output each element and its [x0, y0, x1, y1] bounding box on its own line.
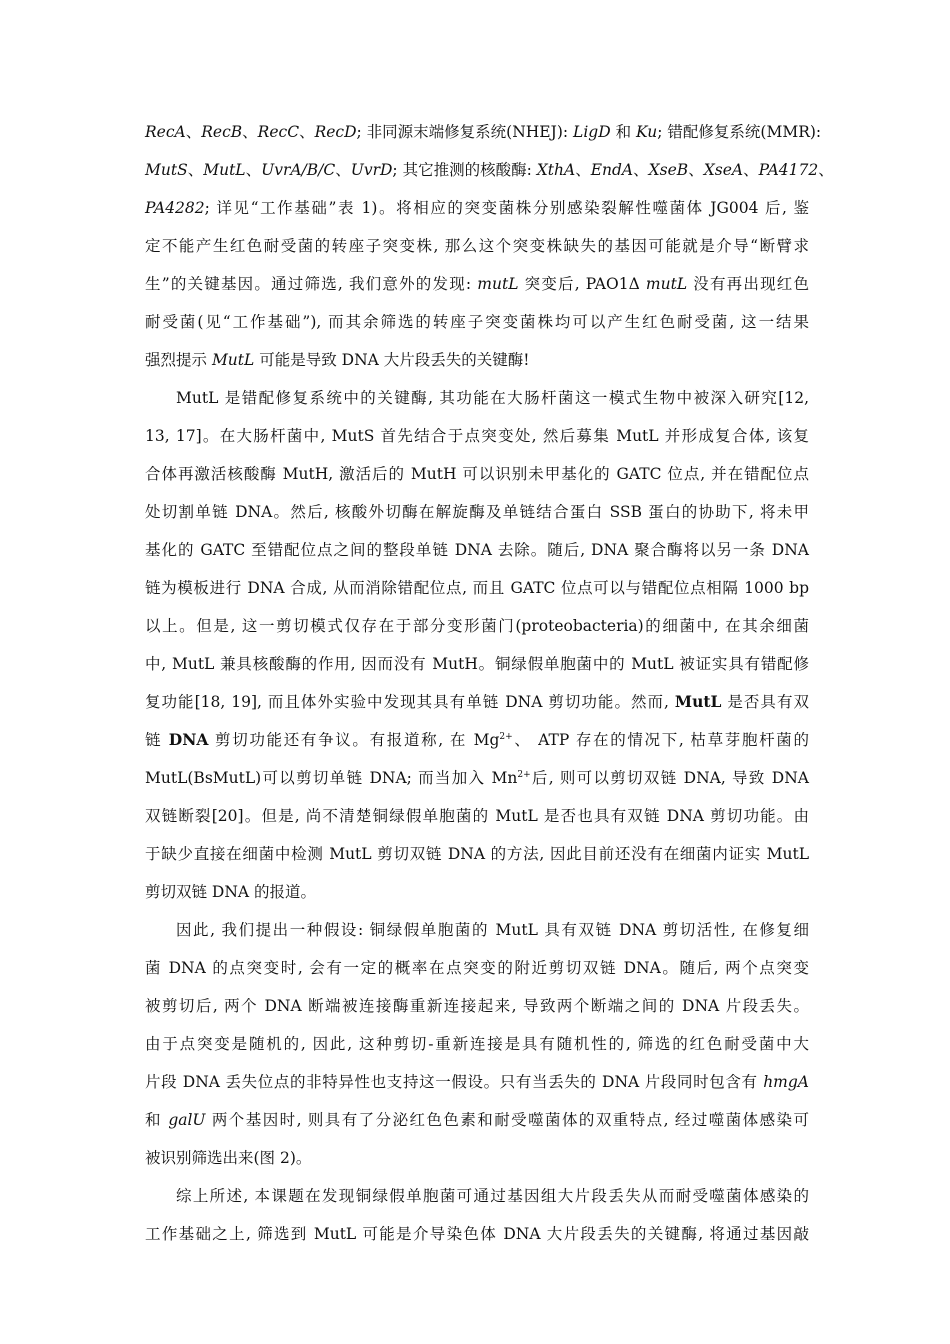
text-line: 双链断裂[20]。但是, 尚不清楚铜绿假单胞菌的 MutL 是否也具有双链 DNA 剪切功能。由: [145, 807, 809, 825]
text-line: 处切割单链 DNA。然后, 核酸外切酶在解旋酶及单链结合蛋白 SSB 蛋白的协助下, 将未甲: [145, 503, 809, 521]
text-line: 被识别筛选出来(图 2)。: [145, 1149, 312, 1167]
text-line: 强烈提示 MutL 可能是导致 DNA 大片段丢失的关键酶!: [145, 351, 530, 369]
text-line: PA4282; 详见“工作基础”表 1)。将相应的突变菌株分别感染裂解性噬菌体 JG004 后, 鉴: [145, 199, 809, 217]
text-line: 因此, 我们提出一种假设: 铜绿假单胞菌的 MutL 具有双链 DNA 剪切活性, 在修复细: [176, 921, 809, 939]
text-line: 被剪切后, 两个 DNA 断端被连接酶重新连接起来, 导致两个断端之间的 DNA 片段丢失。: [145, 997, 809, 1015]
text-line: MutL(BsMutL)可以剪切单链 DNA; 而当加入 $Mn^{2+}$后, 则可以剪切双链 DNA, 导致 DNA: [145, 769, 809, 787]
text-line: 合体再激活核酸酶 MutH, 激活后的 MutH 可以识别未甲基化的 GATC 位点, 并在错配位点: [145, 465, 809, 483]
text-line: 以上。但是, 这一剪切模式仅存在于部分变形菌门(proteobacteria)的细菌中, 在其余细菌: [145, 617, 809, 635]
text-line: 耐受菌(见“工作基础”), 而其余筛选的转座子突变菌株均可以产生红色耐受菌, 这一结果: [145, 313, 809, 331]
text-line: 片段 DNA 丢失位点的非特异性也支持这一假设。只有当丢失的 DNA 片段同时包含有 hmgA: [145, 1073, 809, 1091]
text-line: MutL 是错配修复系统中的关键酶, 其功能在大肠杆菌这一模式生物中被深入研究[12,: [176, 389, 809, 407]
text-line: 生”的关键基因。通过筛选, 我们意外的发现: mutL 突变后, PAO1Δ mutL 没有再出现红色: [145, 275, 809, 293]
text-line: 工作基础之上, 筛选到 MutL 可能是介导染色体 DNA 大片段丢失的关键酶, 将通过基因敲: [145, 1225, 809, 1243]
text-line: 链 DNA 剪切功能还有争议。有报道称, 在 $Mg^{2+}$、 ATP 存在的情况下, 枯草芽胞杆菌的: [145, 730, 809, 749]
text-line: 基化的 GATC 至错配位点之间的整段单链 DNA 去除。随后, DNA 聚合酶将以另一条 DNA: [145, 541, 809, 559]
text-line: 菌 DNA 的点突变时, 会有一定的概率在点突变的附近剪切双链 DNA。随后, 两个点突变: [145, 959, 809, 977]
text-line: 链为模板进行 DNA 合成, 从而消除错配位点, 而且 GATC 位点可以与错配位点相隔 1000 bp: [145, 579, 809, 597]
text-line: 13, 17]。在大肠杆菌中, MutS 首先结合于点突变处, 然后募集 MutL 并形成复合体, 该复: [145, 427, 809, 445]
text-line: 和 galU 两个基因时, 则具有了分泌红色色素和耐受噬菌体的双重特点, 经过噬菌体感染可: [145, 1111, 809, 1129]
text-line: 于缺少直接在细菌中检测 MutL 剪切双链 DNA 的方法, 因此目前还没有在细菌内证实 MutL: [145, 845, 809, 863]
text-line: 剪切双链 DNA 的报道。: [145, 883, 317, 901]
text-line: MutS、MutL、UvrA/B/C、UvrD; 其它推测的核酸酶: XthA、EndA、XseB、XseA、PA4172、: [145, 161, 834, 179]
text-line: 综上所述, 本课题在发现铜绿假单胞菌可通过基因组大片段丢失从而耐受噬菌体感染的: [176, 1187, 809, 1205]
text-line: 中, MutL 兼具核酸酶的作用, 因而没有 MutH。铜绿假单胞菌中的 MutL 被证实具有错配修: [145, 655, 809, 673]
text-line: 定不能产生红色耐受菌的转座子突变株, 那么这个突变株缺失的基因可能就是介导“断臂求: [145, 237, 809, 255]
text-line: RecA、RecB、RecC、RecD; 非同源末端修复系统(NHEJ): LigD 和 Ku; 错配修复系统(MMR):: [145, 123, 822, 141]
text-line: 由于点突变是随机的, 因此, 这种剪切-重新连接是具有随机性的, 筛选的红色耐受菌中大: [145, 1035, 809, 1053]
text-line: 复功能[18, 19], 而且体外实验中发现其具有单链 DNA 剪切功能。然而, MutL 是否具有双: [145, 692, 809, 711]
